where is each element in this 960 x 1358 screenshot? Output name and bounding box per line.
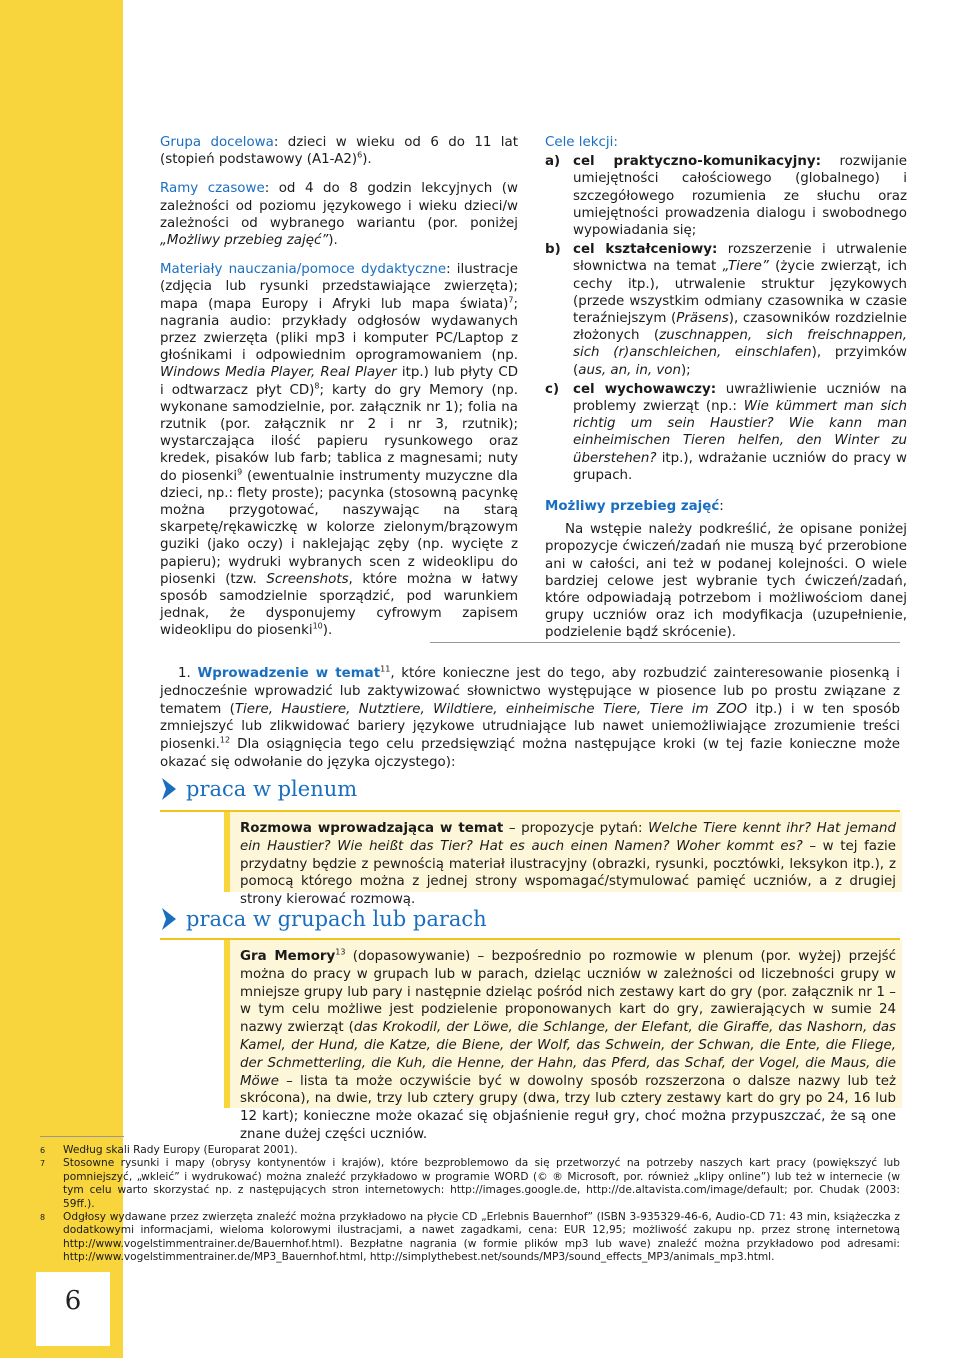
groups-box-bar <box>224 940 230 1108</box>
plenum-text: Rozmowa wprowadzająca w temat – propozycje pytań: Welche Tiere kennt ihr? Hat jemand ein Haustier? Wie heißt das Tier? Hat es auch einen Namen? Woher kommt es? – w tej fazie przydatny będzie z pewnością materiał ilustracyjny (obrazki, rysunki, pocztówki, leksykon itp.), z pomocą którego można z jednej strony wspomagać/stymulować pamięć uczniów, a z drugiej strony kierować rozmową. <box>240 821 896 908</box>
footnote-8: 8 Odgłosy wydawane przez zwierzęta znaleźć można przykładowo na płycie CD „Erlebnis Bauernhof” (ISBN 3-935329-46-6, Audio-CD 71: 43 min, książeczka z dodatkowymi informacjami, wieloma kolorowymi ilustracjami, a nawet zagadkami, cena: EUR 12,95; możliwość zakupu np. przez stronę internetową http://www.vogelstimmentrainer.de/Bauernhof.html). Bezpłatne nagrania (w formie plików mp3 lub wave) znaleźć można przykładowo pod adresami: http://www.vogelstimmentrainer.de/MP3_Bauernhof.html, http://simplythebest.net/sounds/MP3/sound_effects_MP3/animals_mp3.html. <box>40 1211 900 1264</box>
goal-c: c) cel wychowawczy: uwrażliwienie uczniów na problemy zwierząt (np.: Wie kümmert man sich richtig um sein Haustier? Wie kann man einheimischen Tieren helfen, den Winter zu überstehen? itp.), wdrażanie uczniów do pracy w grupach. <box>545 381 907 483</box>
footnote-7: 7 Stosowne rysunki i mapy (obrysy kontynentów i krajów), które bezproblemowo da się przetworzyć na potrzeby naszych kart pracy (powiększyć lub pomniejszyć, „wkleić” i wydrukować) można znaleźć przykładowo w programie WORD (© ® Microsoft, por. również „klipy online”) lub też w internecie (w tym celu warto skorzystać np. z następujących stron internetowych: http://images.google.de, http://de.altavista.com/image/default; por. Chudak (2003: 59ff.). <box>40 1157 900 1210</box>
target-group-label: Grupa docelowa <box>160 135 274 150</box>
left-column <box>160 134 518 652</box>
column-divider <box>430 642 900 643</box>
materials-label: Materiały nauczania/pomoce dydaktyczne <box>160 262 447 278</box>
footnote-rule <box>40 1136 124 1137</box>
page-number: 6 <box>64 1286 82 1316</box>
time-frame-label: Ramy czasowe <box>160 181 265 197</box>
lesson-flow-paragraph: Na wstępie należy podkreślić, że opisane poniżej propozycje ćwiczeń/zadań nie muszą być przerobione ani w całości, ani też w podanej kolejności. O wiele bardziej celowe jest wybranie tych ćwiczeń/zadań, które odpowiadają potrzebom i możliwościom danej grupy uczniów oraz ich modyfikacja (uzupełnienie, podzielenie bądź skrócenie). <box>545 522 907 641</box>
goal-b: b) cel kształceniowy: rozszerzenie i utrwalenie słownictwa na temat „Tiere” (życie zwierząt, ich cechy itp.), utrwalenie struktur językowych (przede wszystkim odmiany czasownika w czasie teraźniejszym (Präsens), czasowników rozdzielnie złożonych (zuschnappen, sich freischnappen, sich (r)anschleichen, einschlafen), przyimków (aus, an, in, von); <box>545 242 907 378</box>
footnotes <box>40 1144 900 1265</box>
lesson-flow-heading: Możliwy przebieg zajęć: <box>545 499 724 515</box>
time-frame-paragraph: Ramy czasowe: od 4 do 8 godzin lekcyjnych (w zależności od poziomu językowego i wieku dzieci/w zależności od wybranego wariantu (por. poniżej „Możliwy przebieg zajęć”). <box>160 181 518 249</box>
right-column <box>545 134 907 654</box>
target-group-paragraph: Grupa docelowa: dzieci w wieku od 6 do 11 lat (stopień podstawowy $(A1-A2)^6$). <box>160 135 518 168</box>
groups-heading: praca w grupach lub parach <box>160 906 487 932</box>
goal-a: a) cel praktyczno-komunikacyjny: rozwijanie umiejętności całościowego (globalnego) i szczegółowego rozumienia ze słuchu oraz umiejętności prowadzenia dialogu i swobodnego wypowiadania się; <box>545 154 907 239</box>
footnote-6: 6 Według skali Rady Europy (Europarat 2001). <box>40 1144 298 1156</box>
materials-paragraph: Materiały nauczania/pomoce dydaktyczne: ilustracje (zdjęcia lub rysunki przedstawiające zwierzęta); mapa (mapa Europy i Afryki lub mapa świata)$^7$; nagrania audio: przykłady odgłosów wydawanych przez zwierzęta (pliki mp3 i komputer PC/Laptop z głośnikami i odpowiednim oprogramowaniem (np. Windows Media Player, Real Player itp.) lub płyty CD i odtwarzacz płyt CD)$^8$; karty do gry Memory (np. wykonane samodzielnie, por. załącznik nr 1); folia na rzutnik (por. załącznik nr 2 i nr 3, rzutnik); wystarczająca ilość papieru rysunkowego oraz kredek, pisaków lub farb; tablica z magnesami; nuty do piosenki$^9$ (ewentualnie instrumenty muzyczne dla dzieci, np.: flety proste); pacynka (stosowną pacynkę można przygotować, naszywając na starą skarpetę/rękawiczkę w kolorze zielonym/brązowym guziki (jako oczy) i naklejając zęby (np. wycięte z papieru); wydruki wybranych scen z wideoklipu do piosenki (tzw. Screenshots, które można w łatwy sposób samodzielnie sporządzić, pod warunkiem jednak, że dysponujemy cyfrowym zapisem wideoklipu do piosenki$^{10}$). <box>160 262 519 639</box>
section-1-title: Wprowadzenie w temat <box>197 666 381 681</box>
chevron-arrow-icon <box>160 776 178 802</box>
page-number-box <box>36 1272 110 1346</box>
groups-text: Gra Memory$^{13}$ (dopasowywanie) – bezpośrednio po rozmowie w plenum (por. wyżej) przejść można do pracy w grupach lub w parach, dzieląc uczniów w zależności od liczebności grupy w mniejsze grupy lub pary i następnie dzieląc pośród nich zestawy kart do gry (por. załącznik nr 1 – w tym celu możliwe jest podzielenie proponowanych kart do gry, zawierających w sumie 24 nazwy zwierząt (das Krokodil, der Löwe, die Schlange, der Elefant, die Giraffe, das Nashorn, das Kamel, der Hund, die Katze, die Biene, der Wolf, das Schwein, der Schwan, die Ente, die Fliege, der Schmetterling, die Kuh, die Henne, der Hahn, das Pferd, das Schaf, der Vogel, die Maus, die Möwe – lista ta może oczywiście być w dowolny sposób rozszerzona o dalsze nazwy lub też skrócona), na dwie, trzy lub cztery grupy (dwa, trzy lub cztery zestawy kart do gry po 24, 16 lub 12 kart); konieczne może okazać się objaśnienie reguł gry, choć można przypuszczać, że są one znane dużej części uczniów. <box>240 947 897 1142</box>
chevron-arrow-icon <box>160 906 178 932</box>
section-1-intro: 1. Wprowadzenie w temat$^{11}$, które konieczne jest do tego, aby rozbudzić zainteresowanie piosenką i jednocześnie wprowadzić lub zaktywizować słownictwo występujące w piosence lub po prostu związane z tematem (Tiere, Haustiere, Nutztiere, Wildtiere, einheimische Tiere, Tiere im ZOO itp.) i w ten sposób zmniejszyć lub zlikwidować bariery językowe utrudniające lub nawet uniemożliwiające zrozumienie treści piosenki.$^{12}$ Dla osiągnięcia tego celu przedsięwziąć można następujące kroki (w tej fazie konieczne może okazać się odwołanie do języka ojczystego): <box>160 664 900 770</box>
plenum-heading: praca w plenum <box>160 776 357 802</box>
lesson-goals-heading: Cele lekcji: <box>545 135 618 150</box>
plenum-box-bar <box>224 812 230 892</box>
